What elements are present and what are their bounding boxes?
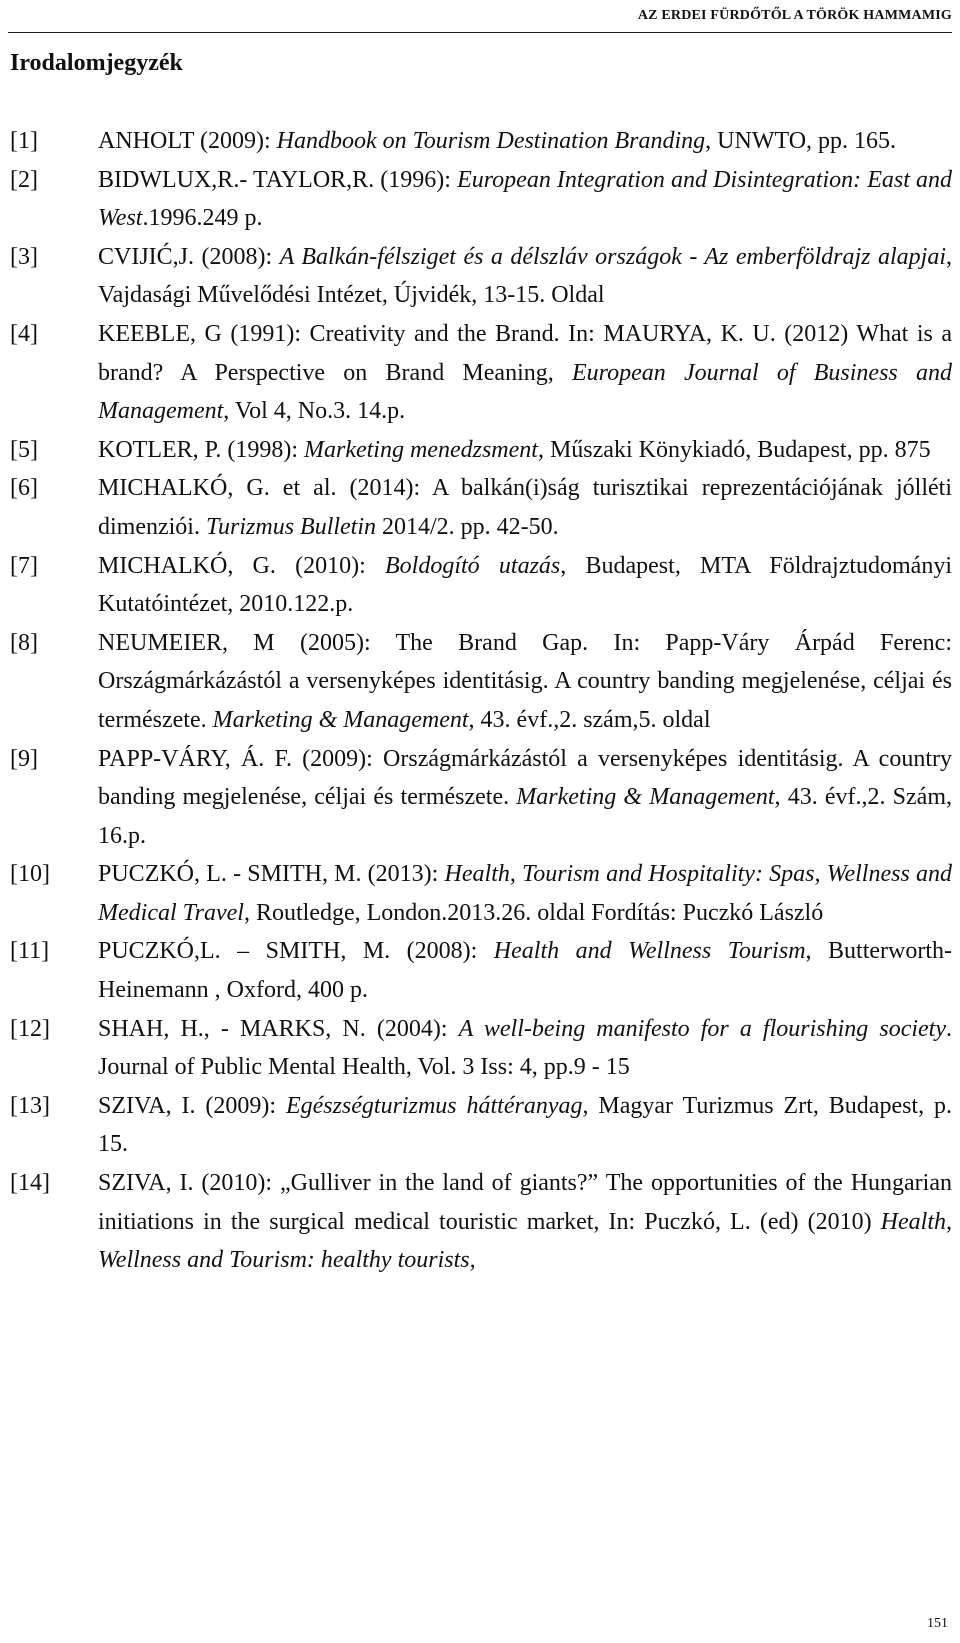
reference-text (98, 1164, 952, 1280)
reference-number: [1] (10, 128, 38, 154)
reference-title-italic: Health, Wellness and Tourism: healthy tourists, (98, 1208, 952, 1274)
reference-text-segment: , UNWTO, pp. 165. (705, 128, 897, 154)
reference-title-italic: European Integration and Disintegration: East and West (98, 166, 953, 232)
running-header-title: AZ ERDEI FÜRDŐTŐL A TÖRÖK HAMMAMIG (637, 8, 952, 23)
reference-text (98, 1087, 952, 1164)
reference-item (10, 238, 952, 315)
reference-number: [4] (10, 320, 38, 347)
reference-text (98, 932, 952, 1009)
reference-item (10, 315, 952, 431)
reference-item (10, 855, 952, 932)
reference-text-segment: CVIJIĆ,J. (2008): (98, 243, 280, 270)
reference-item (10, 740, 952, 856)
reference-number: [5] (10, 436, 38, 463)
reference-item (10, 932, 952, 1009)
reference-item (10, 431, 952, 470)
reference-text (98, 1010, 952, 1087)
reference-number: [3] (10, 243, 38, 270)
reference-number: [8] (10, 629, 38, 656)
reference-text (98, 624, 952, 740)
reference-text-segment: , Vajdasági Művelődési Intézet, Újvidék, 13-15. Oldal (98, 243, 952, 309)
page-number: 151 (927, 1616, 948, 1631)
reference-text-segment: NEUMEIER, M (2005): The Brand Gap. In: Papp-Váry Árpád Ferenc: Országmárkázástól a versenyképes identitásig. A country banding megjelenése, céljai és természete. (98, 629, 952, 733)
reference-text (98, 547, 952, 624)
reference-title-italic: Health, Tourism and Hospitality: Spas, Wellness and Medical Travel (98, 861, 953, 926)
reference-text-segment: , Magyar Turizmus Zrt, Budapest, p. 15. (98, 1092, 953, 1158)
reference-text-segment: SZIVA, I. (2010): „Gulliver in the land of giants?” The opportunities of the Hungarian initiations in the surgical medical touristic market, In: Puczkó, L. (ed) (2010) (98, 1170, 952, 1235)
reference-item (10, 161, 952, 238)
reference-title-italic: Egészségturizmus háttéranyag (285, 1092, 583, 1119)
reference-text-segment: SZIVA, I. (2009): (98, 1092, 286, 1119)
reference-item (10, 122, 952, 161)
reference-text-segment: SHAH, H., - MARKS, N. (2004): (98, 1015, 459, 1042)
reference-title-italic: Boldogító utazás (385, 552, 561, 579)
reference-text-segment: , 43. évf.,2. szám,5. oldal (468, 706, 711, 733)
reference-item (10, 1164, 952, 1280)
reference-title-italic: Health and Wellness Tourism (493, 938, 806, 965)
reference-title-italic: Marketing menedzsment (304, 436, 538, 463)
reference-text (98, 161, 952, 238)
running-header (8, 0, 952, 33)
reference-text-segment: , Műszaki Könykiadó, Budapest, pp. 875 (537, 436, 931, 463)
reference-number: [9] (10, 745, 38, 772)
reference-title-italic: Handbook on Tourism Destination Branding (276, 128, 706, 154)
reference-text (98, 855, 952, 932)
reference-item (10, 547, 952, 624)
reference-text-segment: .1996.249 p. (142, 205, 263, 232)
reference-item (10, 1010, 952, 1087)
reference-text (98, 469, 952, 546)
reference-text-segment: KEEBLE, G (1991): Creativity and the Brand. In: MAURYA, K. U. (2012) What is a brand? A Perspective on Brand Meaning, (98, 320, 952, 386)
reference-item (10, 1087, 952, 1164)
reference-number: [6] (10, 475, 38, 502)
reference-number: [14] (10, 1170, 50, 1197)
reference-text-segment: PAPP-VÁRY, Á. F. (2009): Országmárkázástól a versenyképes identitásig. A country banding megjelenése, céljai és természete. (98, 745, 952, 811)
reference-text-segment: , Butterworth-Heinemann , Oxford, 400 p. (98, 938, 952, 1004)
reference-text-segment: ANHOLT (2009): (98, 128, 277, 154)
reference-title-italic: Turizmus Bulletin (205, 513, 377, 540)
reference-number: [2] (10, 166, 38, 193)
reference-title-italic: Marketing & Management (212, 706, 469, 733)
reference-text-segment: MICHALKÓ, G. (2010): (98, 552, 386, 579)
reference-number: [7] (10, 552, 38, 579)
reference-text-segment: , 43. évf.,2. Szám, 16.p. (98, 784, 952, 849)
reference-text-segment: , Routledge, London.2013.26. oldal Fordítás: Puczkó László (243, 899, 824, 926)
reference-text-segment: . Journal of Public Mental Health, Vol. 3 Iss: 4, pp.9 - 15 (98, 1015, 952, 1081)
reference-title-italic: European Journal of Business and Management (98, 359, 952, 425)
reference-number: [12] (10, 1015, 50, 1042)
reference-number: [11] (10, 938, 50, 965)
reference-text-segment: PUCZKÓ,L. – SMITH, M. (2008): (98, 938, 494, 965)
reference-item (10, 624, 952, 740)
reference-text (98, 315, 952, 431)
reference-title-italic: A Balkán-félsziget és a délszláv országok - Az emberföldrajz alapjai (279, 243, 946, 270)
reference-text-segment: KOTLER, P. (1998): (98, 436, 304, 463)
reference-item (10, 469, 952, 546)
reference-title-italic: A well-being manifesto for a flourishing society (458, 1015, 946, 1042)
reference-text-segment: BIDWLUX,R.- TAYLOR,R. (1996): (98, 166, 458, 193)
section-title: Irodalomjegyzék (10, 50, 183, 76)
reference-text (98, 122, 952, 161)
reference-text-segment: MICHALKÓ, G. et al. (2014): A balkán(i)ság turisztikai reprezentációjának jólléti dimenziói. (98, 475, 952, 540)
reference-text-segment: , Vol 4, No.3. 14.p. (223, 398, 406, 425)
reference-number: [10] (10, 861, 50, 888)
reference-text-segment: , Budapest, MTA Földrajztudományi Kutatóintézet, 2010.122.p. (98, 552, 953, 618)
reference-text (98, 431, 952, 470)
reference-text-segment: PUCZKÓ, L. - SMITH, M. (2013): (98, 861, 445, 888)
reference-text (98, 238, 952, 315)
reference-title-italic: Marketing & Management (516, 784, 775, 811)
reference-text (98, 740, 952, 856)
reference-text-segment: 2014/2. pp. 42-50. (376, 513, 559, 540)
reference-number: [13] (10, 1092, 50, 1119)
reference-list (10, 122, 952, 1280)
